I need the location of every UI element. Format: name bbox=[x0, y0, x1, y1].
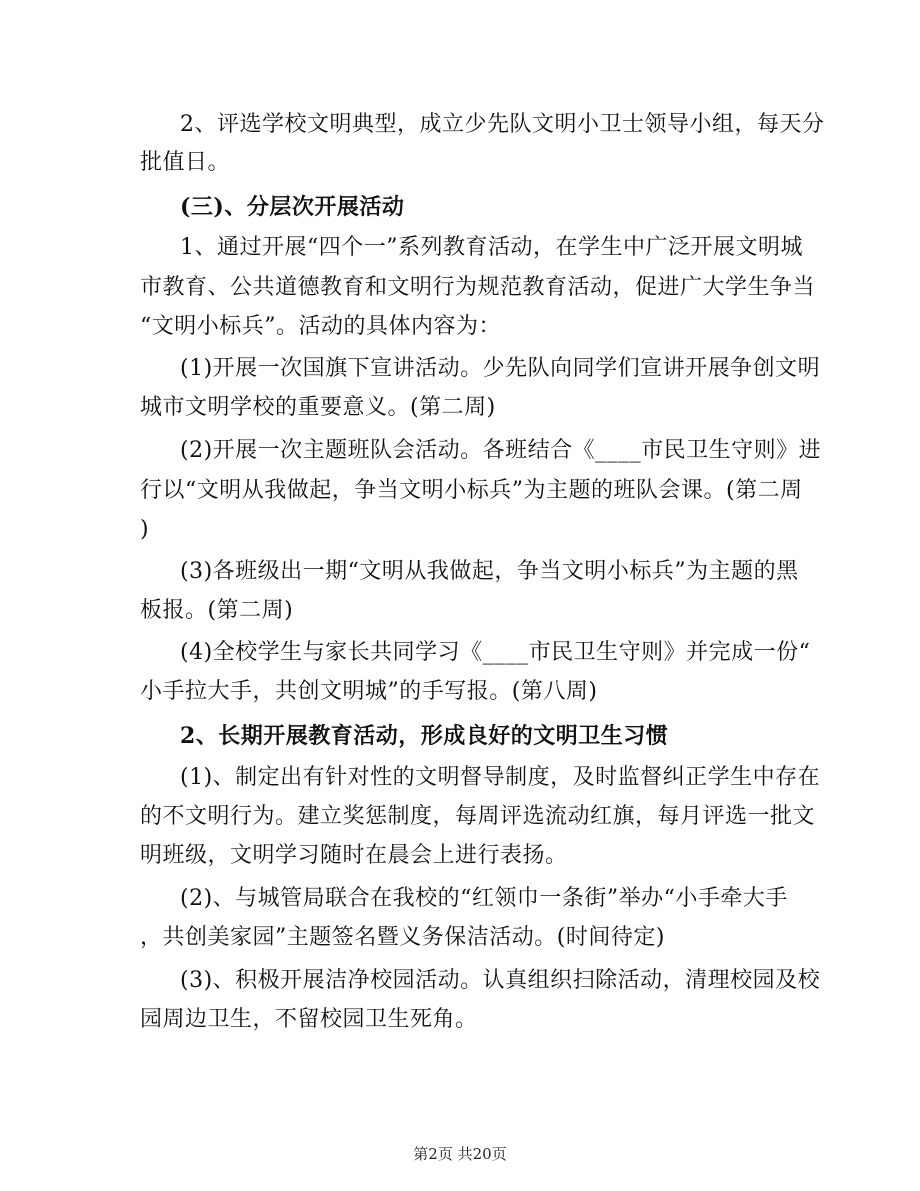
paragraph-line: ，共创美家园”主题签名暨义务保洁活动。(时间待定) bbox=[140, 925, 665, 950]
paragraph-line: 园周边卫生，不留校园卫生死角。 bbox=[140, 1007, 478, 1032]
paragraph-line: 1、通过开展“四个一”系列教育活动，在学生中广泛开展文明城 bbox=[180, 235, 803, 260]
paragraph-line: 小手拉大手，共创文明城”的手写报。(第八周) bbox=[140, 679, 598, 704]
paragraph-line: (2)开展一次主题班队会活动。各班结合《____市民卫生守则》进 bbox=[180, 438, 822, 463]
paragraph-line: 市教育、公共道德教育和文明行为规范教育活动，促进广大学生争当 bbox=[140, 275, 816, 300]
paragraph-line: “文明小标兵”。活动的具体内容为： bbox=[140, 314, 501, 339]
paragraph-line: (1)、制定出有针对性的文明督导制度，及时监督纠正学生中存在 bbox=[180, 765, 821, 790]
paragraph-line: (4)全校学生与家长共同学习《____市民卫生守则》并完成一份“ bbox=[180, 640, 811, 665]
paragraph-line: 城市文明学校的重要意义。(第二周) bbox=[140, 395, 496, 420]
paragraph-line: 明班级，文明学习随时在晨会上进行表扬。 bbox=[140, 843, 568, 868]
paragraph-line: 板报。(第二周) bbox=[140, 598, 294, 623]
paragraph-line: 批值日。 bbox=[140, 150, 231, 175]
paragraph-line: 的不文明行为。建立奖惩制度，每周评选流动红旗，每月评选一批文 bbox=[140, 804, 816, 829]
page-number: 第2页 共20页 bbox=[413, 1145, 507, 1163]
paragraph-line: (3)各班级出一期“文明从我做起，争当文明小标兵”为主题的黑 bbox=[180, 559, 799, 584]
paragraph-line: 行以“文明从我做起，争当文明小标兵”为主题的班队会课。(第二周 bbox=[140, 478, 803, 503]
paragraph-line: (3)、积极开展洁净校园活动。认真组织扫除活动，清理校园及校 bbox=[180, 968, 821, 993]
paragraph-line: 2、评选学校文明典型，成立少先队文明小卫士领导小组，每天分 bbox=[180, 112, 825, 137]
section-heading: (三)、分层次开展活动 bbox=[180, 194, 405, 220]
paragraph-line: (2)、与城管局联合在我校的“红领巾一条街”举办“小手牵大手 bbox=[180, 886, 788, 911]
section-heading: 2、长期开展教育活动，形成良好的文明卫生习惯 bbox=[180, 723, 669, 749]
paragraph-line: (1)开展一次国旗下宣讲活动。少先队向同学们宣讲开展争创文明 bbox=[180, 356, 821, 381]
paragraph-line: ) bbox=[140, 517, 150, 542]
